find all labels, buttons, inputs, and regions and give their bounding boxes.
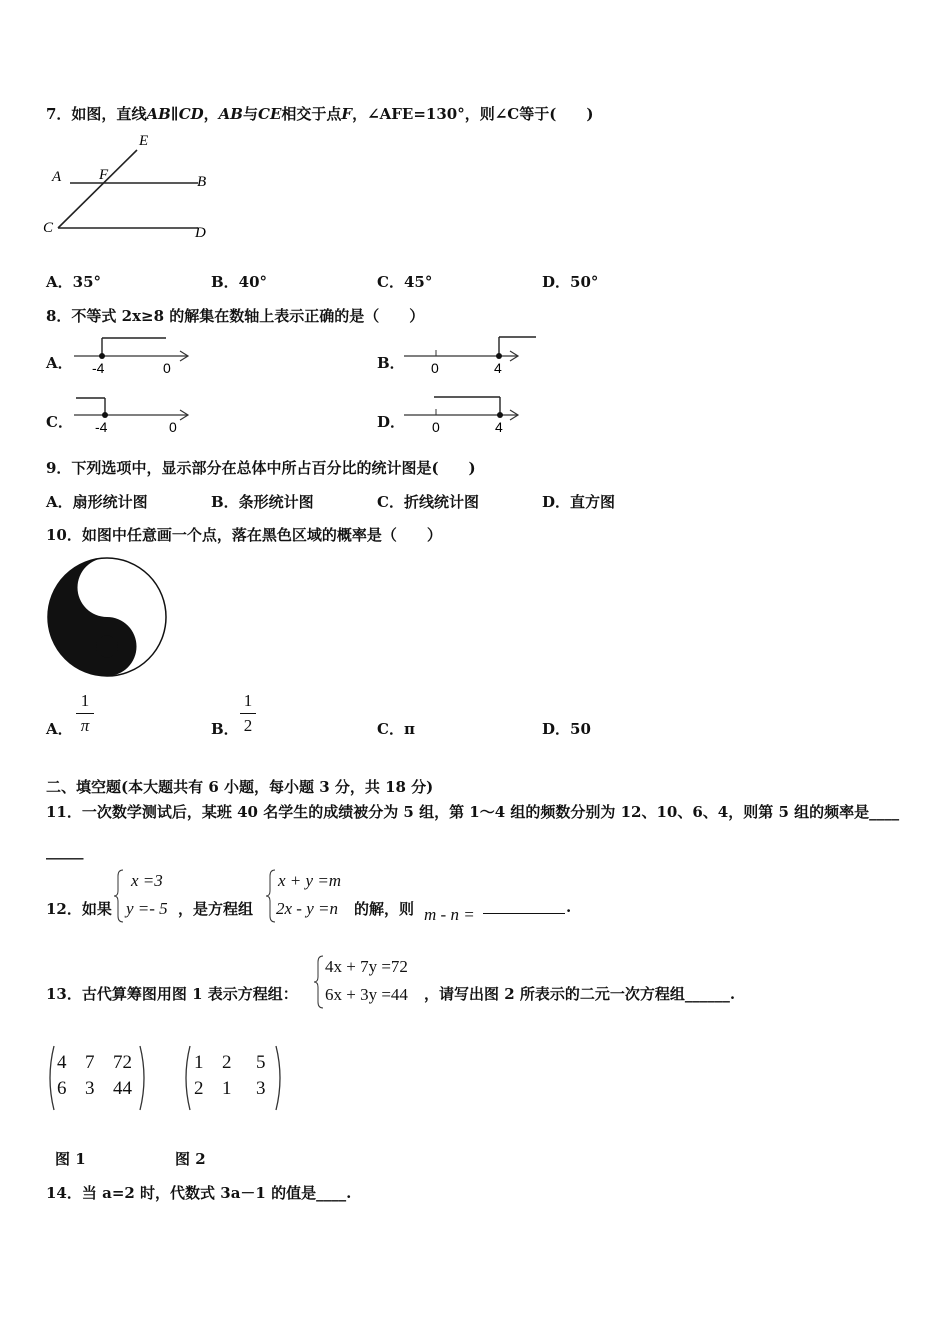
q12-expr: m - n =	[424, 905, 475, 924]
q11-stem: 11．一次数学测试后，某班 40 名学生的成绩被分为 5 组，第 1～4 组的频数分别为 12、10、6、4，则第 5 组的频率是____	[46, 803, 900, 821]
q8-number-line-a	[70, 332, 200, 380]
q12-sys2-row2: 2x - y =n	[276, 899, 338, 918]
brace	[314, 954, 324, 1010]
q14-stem: 14．当 a=2 时，代数式 3a－1 的值是____.	[46, 1184, 352, 1202]
q11-blank[interactable]: _____	[46, 842, 84, 860]
matrix2-cell: 2	[222, 1052, 232, 1073]
tick-label: -4	[95, 419, 108, 435]
figure-1-caption: 图 1	[55, 1150, 86, 1168]
q7-option-b[interactable]: B．40°	[211, 273, 268, 291]
label-b: B	[197, 174, 207, 190]
brace	[114, 868, 124, 924]
q8-number-line-b	[400, 332, 540, 380]
q7-option-a[interactable]: A．35°	[46, 273, 102, 291]
q12-mid: ，是方程组	[178, 900, 254, 918]
closed-dot	[99, 353, 105, 359]
section-2-title: 二、填空题(本大题共有 6 小题，每小题 3 分，共 18 分)	[46, 778, 434, 796]
matrix1-cell: 6	[57, 1078, 67, 1099]
line-ce	[58, 150, 137, 228]
q10-option-b[interactable]: B．	[211, 720, 239, 738]
tick-label: 4	[494, 360, 502, 376]
q12-pre: 12．如果	[46, 900, 112, 918]
tick-label: 4	[495, 419, 503, 435]
figure-2-caption: 图 2	[175, 1150, 206, 1168]
q8-option-d[interactable]: D．	[377, 413, 406, 431]
matrix2-cell: 5	[256, 1052, 266, 1073]
q8-number-line-c	[70, 391, 200, 439]
tick-label: 0	[432, 419, 440, 435]
q12-answer-blank[interactable]	[483, 898, 565, 918]
q7-option-c[interactable]: C．45°	[377, 273, 433, 291]
tick-label: -4	[92, 360, 105, 376]
q12-sys1-row1: x =3	[131, 871, 163, 890]
q10-option-d[interactable]: D．50	[542, 720, 591, 738]
q12-sys2-row1: x + y =m	[278, 871, 342, 890]
q8-stem: 8．不等式 2x≥8 的解集在数轴上表示正确的是（ ）	[46, 307, 425, 325]
q13-sys-row2: 6x + 3y =44	[325, 985, 408, 1004]
q12-post: 的解，则	[354, 900, 415, 918]
closed-dot	[497, 412, 503, 418]
q10-option-a[interactable]: A．	[46, 720, 73, 738]
q7-parallel-lines-figure	[40, 128, 220, 246]
q12-tail: .	[566, 898, 572, 916]
matrix1-cell: 72	[113, 1052, 132, 1073]
closed-dot	[102, 412, 108, 418]
q9-option-a[interactable]: A．扇形统计图	[46, 493, 148, 511]
q7-stem: 7．如图，直线AB∥CD，AB与CE相交于点F，∠AFE=130°，则∠C等于( )	[46, 105, 594, 123]
q9-stem: 9．下列选项中，显示部分在总体中所占百分比的统计图是( )	[46, 459, 476, 477]
matrix2-cell: 3	[256, 1078, 266, 1099]
q9-option-d[interactable]: D．直方图	[542, 493, 616, 511]
tick-label: 0	[163, 360, 171, 376]
fraction-1-over-2: 1 2	[240, 691, 256, 736]
q8-option-c[interactable]: C．	[46, 413, 73, 431]
yin-yang-figure	[45, 555, 169, 679]
q13-post: ，请写出图 2 所表示的二元一次方程组______.	[424, 985, 736, 1003]
matrix2-cell: 2	[194, 1078, 204, 1099]
q7-option-d[interactable]: D．50°	[542, 273, 599, 291]
label-a: A	[52, 169, 62, 185]
q10-stem: 10．如图中任意画一个点，落在黑色区域的概率是（ ）	[46, 526, 442, 544]
q12-sys1-row2: y =- 5	[126, 899, 168, 918]
fraction-1-over-pi: 1 π	[76, 691, 94, 736]
label-f: F	[99, 167, 109, 183]
q9-option-b[interactable]: B．条形统计图	[211, 493, 314, 511]
matrix2-cell: 1	[222, 1078, 232, 1099]
matrix1-cell: 7	[85, 1052, 95, 1073]
q10-option-c[interactable]: C．π	[377, 720, 415, 738]
matrix2-cell: 1	[194, 1052, 204, 1073]
matrix1-cell: 44	[113, 1078, 132, 1099]
label-e: E	[139, 133, 149, 149]
q9-option-c[interactable]: C．折线统计图	[377, 493, 479, 511]
matrix1-cell: 3	[85, 1078, 95, 1099]
q13-pre: 13．古代算筹图用图 1 表示方程组：	[46, 985, 298, 1003]
brace	[266, 868, 276, 924]
tick-label: 0	[169, 419, 177, 435]
q8-option-a[interactable]: A．	[46, 354, 73, 372]
tick-label: 0	[431, 360, 439, 376]
label-d: D	[195, 225, 206, 241]
matrix1-cell: 4	[57, 1052, 67, 1073]
label-c: C	[43, 220, 54, 236]
q13-sys-row1: 4x + 7y =72	[325, 957, 408, 976]
q8-option-b[interactable]: B．	[377, 354, 405, 372]
closed-dot	[496, 353, 502, 359]
q8-number-line-d	[400, 391, 530, 439]
